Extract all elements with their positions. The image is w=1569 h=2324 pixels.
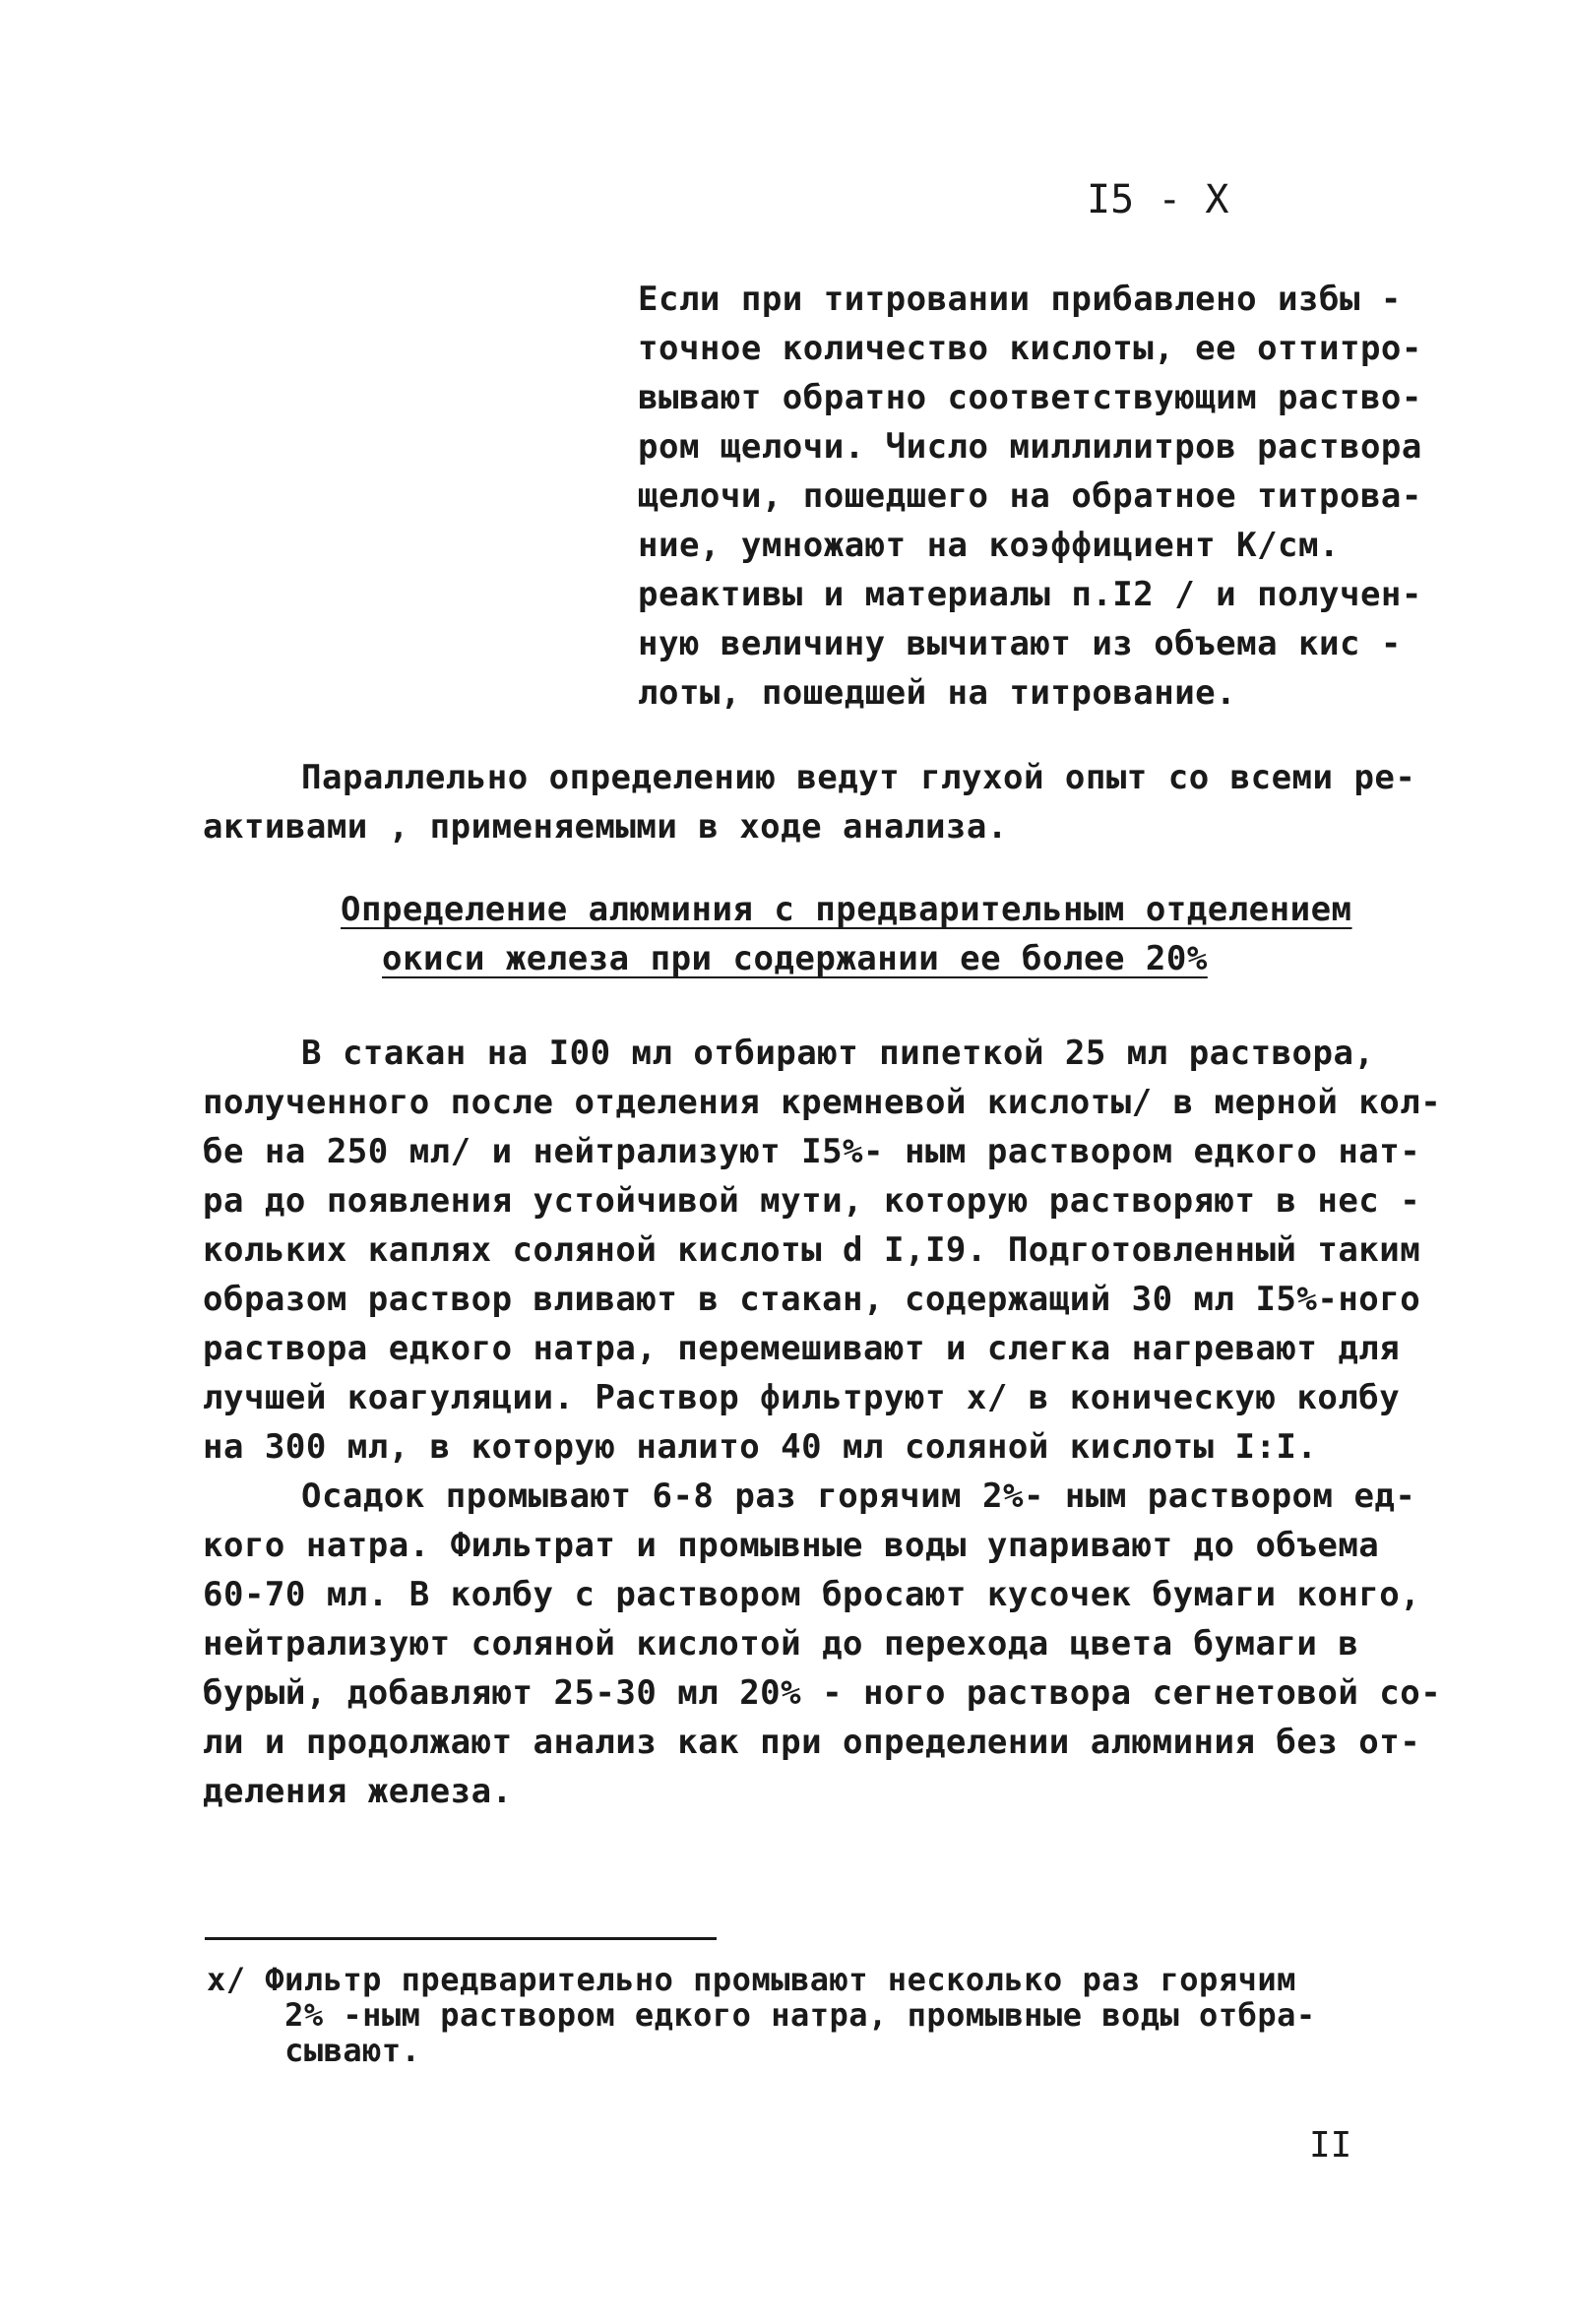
text-line: бе на 250 мл/ и нейтрализуют I5%- ным раствором едкого нат-: [203, 1132, 1421, 1171]
text-line: лоты, пошедшей на титрование.: [638, 673, 1237, 713]
text-line: активами , применяемыми в ходе анализа.: [203, 807, 1008, 847]
text-line: ли и продолжают анализ как при определении алюминия без от-: [203, 1723, 1421, 1762]
text-line: ние, умножают на коэффициент К/см.: [638, 526, 1340, 565]
footnote-line: 2% -ным раствором едкого натра, промывные воды отбра-: [207, 1996, 1316, 2034]
text-line: деления железа.: [203, 1772, 513, 1811]
text-line: вывают обратно соответствующим раство-: [638, 378, 1422, 417]
text-line: кольких каплях соляной кислоты d I,I9. Подготовленный таким: [203, 1230, 1421, 1270]
text-line: раствора едкого натра, перемешивают и слегка нагревают для: [203, 1329, 1401, 1368]
text-line: нейтрализуют соляной кислотой до перехода цвета бумаги в: [203, 1624, 1359, 1664]
text-line: 60-70 мл. В колбу с раствором бросают кусочек бумаги конго,: [203, 1575, 1421, 1614]
text-line: ром щелочи. Число миллилитров раствора: [638, 427, 1422, 467]
page-number: II: [1309, 2125, 1352, 2166]
text-line: лучшей коагуляции. Раствор фильтруют x/ в коническую колбу: [203, 1378, 1401, 1417]
text-line: образом раствор вливают в стакан, содержащий 30 мл I5%-ного: [203, 1280, 1421, 1319]
text-line: щелочи, пошедшего на обратное титрова-: [638, 476, 1422, 516]
text-line: реактивы и материалы п.I2 / и получен-: [638, 575, 1422, 614]
text-line: Параллельно определению ведут глухой опыт со всеми ре-: [301, 758, 1416, 797]
text-line: ра до появления устойчивой мути, которую растворяют в нес -: [203, 1181, 1421, 1221]
footnote-line: x/ Фильтр предварительно промывают несколько раз горячим: [207, 1961, 1296, 1998]
page-header-reference: I5 - X: [1087, 177, 1229, 222]
text-line: полученного после отделения кремневой кислоты/ в мерной кол-: [203, 1083, 1442, 1122]
footnote-line: сывают.: [207, 2032, 421, 2069]
text-line: точное количество кислоты, ее оттитро-: [638, 329, 1422, 368]
footnote-divider: [205, 1937, 717, 1940]
text-line: на 300 мл, в которую налито 40 мл соляной кислоты I:I.: [203, 1427, 1318, 1467]
text-line: бурый, добавляют 25-30 мл 20% - ного раствора сегнетовой со-: [203, 1673, 1442, 1713]
section-title-line: окиси железа при содержании ее более 20%: [382, 939, 1208, 978]
section-title-line: Определение алюминия с предварительным отделением: [341, 890, 1352, 929]
text-line: ную величину вычитают из объема кис -: [638, 624, 1402, 663]
text-line: В стакан на I00 мл отбирают пипеткой 25 мл раствора,: [301, 1034, 1375, 1073]
text-line: кого натра. Фильтрат и промывные воды упаривают до объема: [203, 1526, 1380, 1565]
text-line: Если при титровании прибавлено избы -: [638, 280, 1402, 319]
text-line: Осадок промывают 6-8 раз горячим 2%- ным раствором ед-: [301, 1476, 1416, 1516]
